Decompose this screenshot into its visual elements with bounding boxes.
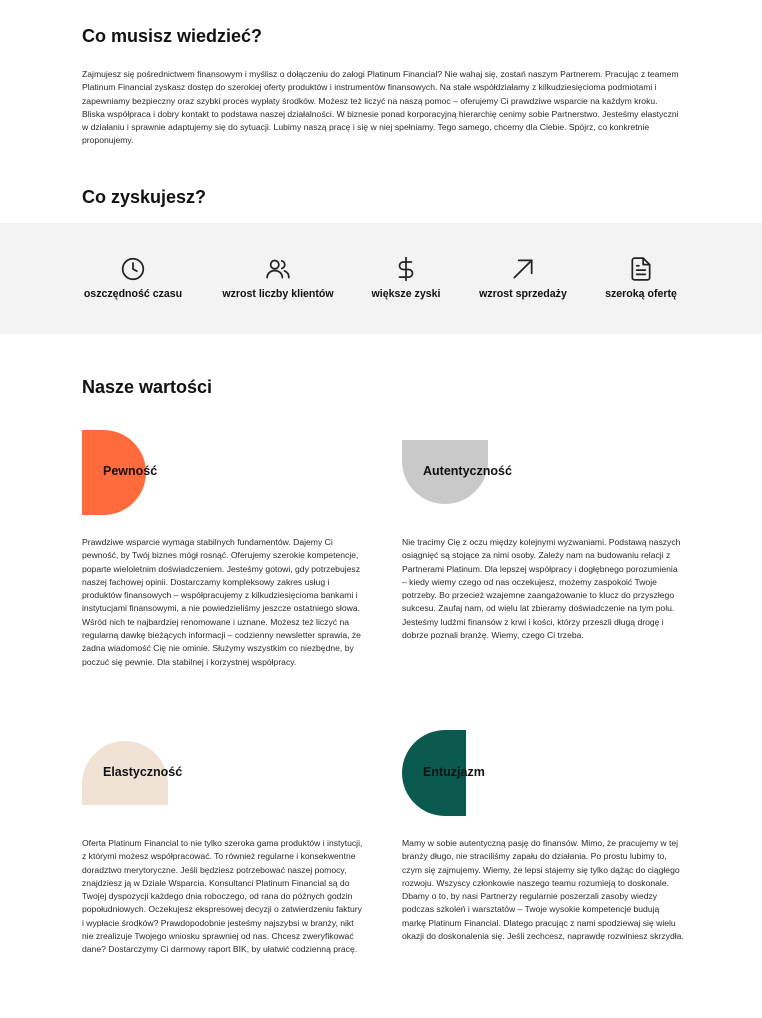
value-title: Entuzjazm [423,765,485,779]
section-title-values: Nasze wartości [82,377,213,397]
value-text: Mamy w sobie autentyczną pasję do finansów. Mimo, że pracujemy w tej branży długo, nie straciliśmy zapału do działania. Po prostu lubimy to, czym się zajmujemy. Wiemy, że lepsi stajemy się tylko dążąc do ciągłego rozwoju. Wszyscy członkowie naszego teamu rozumieją to doskonale. Dbamy o to, by nasi Partnerzy regularnie poszerzali zasoby wiedzy podczas szkoleń i warsztatów – Twoje wysokie kompetencje budują markę Platinum Financial. Dlatego pracując z nami spodziewaj się wielu okazji do doskonalenia się. Jeśli zechcesz, naprawdę rozwiniesz skrzydła. [402,838,684,942]
benefit-label: oszczędność czasu [83,288,183,300]
benefit-time-saving [72,223,194,334]
value-title: Pewność [103,464,158,478]
arrow-up-right-icon [510,256,536,282]
benefit-label: szeroką ofertę [605,288,677,300]
document-icon [628,256,654,282]
benefit-more-clients [208,223,348,334]
section-title-benefits: Co zyskujesz? [82,187,207,207]
benefit-label: wzrost sprzedaży [479,288,567,300]
value-text: Nie tracimy Cię z oczu między kolejnymi wyzwaniami. Podstawą naszych osiągnięć są stojące za nimi osoby. Zależy nam na budowaniu relacji z Partnerami Platinum. Dla lepszej współpracy i dogłębnego porozumienia – kiedy wiemy czego od nas oczekujesz, możemy zaspokoić Twoje potrzeby. Bo przecież wzajemne zaangażowanie to klucz do przyszłego sukcesu. Zaufaj nam, od wielu lat zbieramy doświadczenie na tym polu. Jesteśmy ludźmi finansów z krwi i kości, którzy przeszli długą drogę i dobrze poznali branżę. Wiemy, czego Ci trzeba. [402,537,681,641]
users-icon [265,256,291,282]
value-title: Elastyczność [103,765,183,779]
section-title-need-to-know: Co musisz wiedzieć? [82,26,263,46]
intro-paragraph: Zajmujesz się pośrednictwem finansowym i myślisz o dołączeniu do załogi Platinum Financial? Nie wahaj się, zostań naszym Partnerem. Pracując z teamem Platinum Financial zyskasz dostęp do szerokiej oferty produktów i instrumentów finansowych. Na stałe współdziałamy z kilkudziesięcioma podmiotami i zapewniamy bezpieczny oraz szybki proces wypłaty środków. Możesz też liczyć na naszą pomoc – oferujemy Ci prawdziwe wsparcie na każdym kroku. Bliska współpraca i dobry kontakt to podstawa naszej działalności. W biznesie ponad korporacyjną hierarchię cenimy sobie Partnerstwo. Jesteśmy elastyczni w działaniu i sprawnie adaptujemy się do sytuacji. Lubimy naszą pracę i się w niej spełniamy. Tego samego, chcemy dla Ciebie. Spójrz, co konkretnie proponujemy. [82,69,679,146]
value-text: Prawdziwe wsparcie wymaga stabilnych fundamentów. Dajemy Ci pewność, by Twój biznes mógł rosnąć. Oferujemy szerokie kompetencje, poparte wieloletnim doświadczeniem. Jesteśmy gotowi, gdy potrzebujesz naszej fachowej opinii. Dostarczamy kompleksowy zakres usług i produktów finansowych – współpracujemy z kilkudziesięcioma bankami i instytucjami finansowymi, a nie powiedzieliśmy jeszcze ostatniego słowa. Wśród nich te najbardziej renomowane i uznane. Możesz też liczyć na regularną dawkę bieżących informacji – codzienny newsletter sprawia, że żadna wiadomość Cię nie ominie. Służymy wszystkim co niezbędne, by poczuć się pewnie. Dla stabilnej i korzystnej współpracy. [82,537,361,667]
benefit-wide-offer [588,223,694,334]
clock-icon [120,256,146,282]
benefit-sales-growth [468,223,578,334]
value-title: Autentyczność [423,464,512,478]
benefit-label: większe zyski [371,288,441,300]
value-text: Oferta Platinum Financial to nie tylko szeroka gama produktów i instytucji, z którymi możesz współpracować. To również regularne i konsekwentne doradztwo merytoryczne. Jeśli będziesz potrzebować naszej pomocy, znajdziesz ją w Dziale Wsparcia. Konsultanci Platinum Financial są do Twojej dyspozycji każdego dnia roboczego, od rana do późnych godzin popołudniowych. Oczekujesz ekspresowej decyzji o zatwierdzeniu faktury i wypłacie środków? Prawdopodobnie jesteśmy najszybsi w branży, nikt nie zrealizuje Twojego wniosku sprawniej od nas. Chcesz zweryfikować dane? Dostarczymy Ci darmowy raport BIK, by ułatwić codzienną pracę. [82,838,363,955]
benefits-band [0,223,762,334]
benefit-label: wzrost liczby klientów [222,288,334,300]
dollar-icon [393,256,419,282]
benefit-higher-profits [356,223,456,334]
